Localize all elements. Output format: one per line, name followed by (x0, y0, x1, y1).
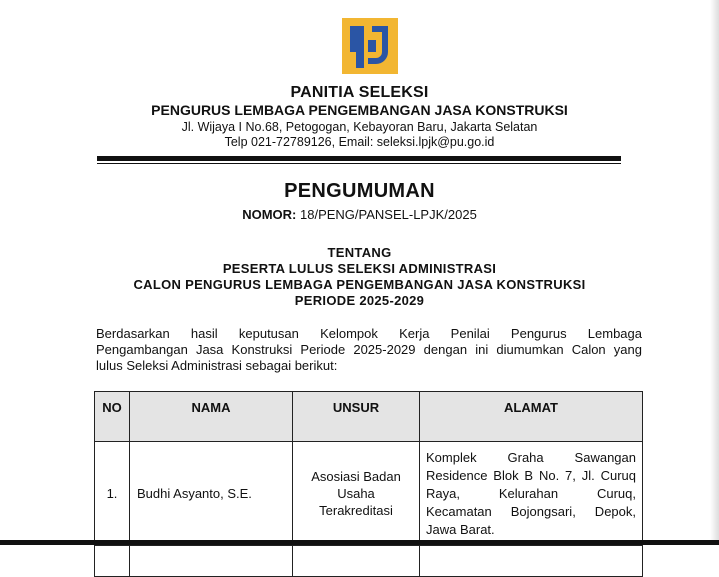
intro-line-3: lulus Seleksi Administrasi sebagai berikut: (96, 358, 338, 373)
intro-line-1: Berdasarkan hasil keputusan Kelompok Kerja Penilai Pengurus Lembaga (96, 326, 642, 341)
pu-logo-icon (342, 18, 398, 74)
table-row-partial (95, 546, 643, 577)
cell-empty (420, 546, 643, 577)
org-address: Jl. Wijaya I No.68, Petogogan, Kebayoran Baru, Jakarta Selatan (181, 120, 538, 134)
header-divider-thin (97, 163, 621, 164)
about-heading: TENTANG (327, 245, 392, 260)
page-edge-shadow (710, 0, 719, 545)
org-contact: Telp 021-72789126, Email: seleksi.lpjk@pu.go.id (224, 135, 495, 149)
header-alamat: ALAMAT (420, 392, 643, 442)
candidate-table (94, 391, 643, 577)
table-header-row (95, 392, 643, 442)
intro-line-2: Pengambangan Jasa Konstruksi Periode 2025-2029 dengan ini diumumkan Calon yang (96, 342, 642, 357)
org-title: PANITIA SELEKSI (290, 84, 429, 101)
cell-empty (293, 546, 420, 577)
screen-bottom-bar (0, 540, 719, 545)
intro-paragraph (96, 326, 642, 374)
number-label: NOMOR: (242, 207, 297, 222)
unsur-line: Usaha (337, 486, 375, 501)
subject-line-1: PESERTA LULUS SELEKSI ADMINISTRASI (222, 261, 497, 276)
subject-line-2: CALON PENGURUS LEMBAGA PENGEMBANGAN JASA KONSTRUKSI (133, 277, 586, 292)
number-value: 18/PENG/PANSEL-LPJK/2025 (300, 207, 477, 222)
cell-alamat (420, 442, 643, 546)
header-divider-thick (97, 156, 621, 161)
header-nama: NAMA (130, 392, 293, 442)
announcement-title: PENGUMUMAN (284, 180, 435, 202)
cell-no: 1. (95, 442, 130, 546)
table-row (95, 442, 643, 546)
unsur-line: Terakreditasi (319, 503, 393, 518)
unsur-line: Asosiasi Badan (311, 469, 401, 484)
announcement-number (0, 207, 719, 222)
alamat-line: Kecamatan Bojongsari, Depok, (426, 503, 636, 519)
header-no: NO (95, 392, 130, 442)
cell-empty (130, 546, 293, 577)
alamat-line: Jawa Barat. (426, 521, 495, 537)
alamat-line: Raya, Kelurahan Curuq, (426, 485, 636, 501)
org-subtitle: PENGURUS LEMBAGA PENGEMBANGAN JASA KONSTRUKSI (151, 102, 568, 118)
header-unsur: UNSUR (293, 392, 420, 442)
cell-nama: Budhi Asyanto, S.E. (130, 442, 293, 546)
subject-line-3: PERIODE 2025-2029 (294, 293, 425, 308)
alamat-line: Komplek Graha Sawangan (426, 449, 636, 465)
alamat-line: Residence Blok B No. 7, Jl. Curuq (426, 467, 636, 483)
cell-unsur (293, 442, 420, 546)
cell-empty (95, 546, 130, 577)
